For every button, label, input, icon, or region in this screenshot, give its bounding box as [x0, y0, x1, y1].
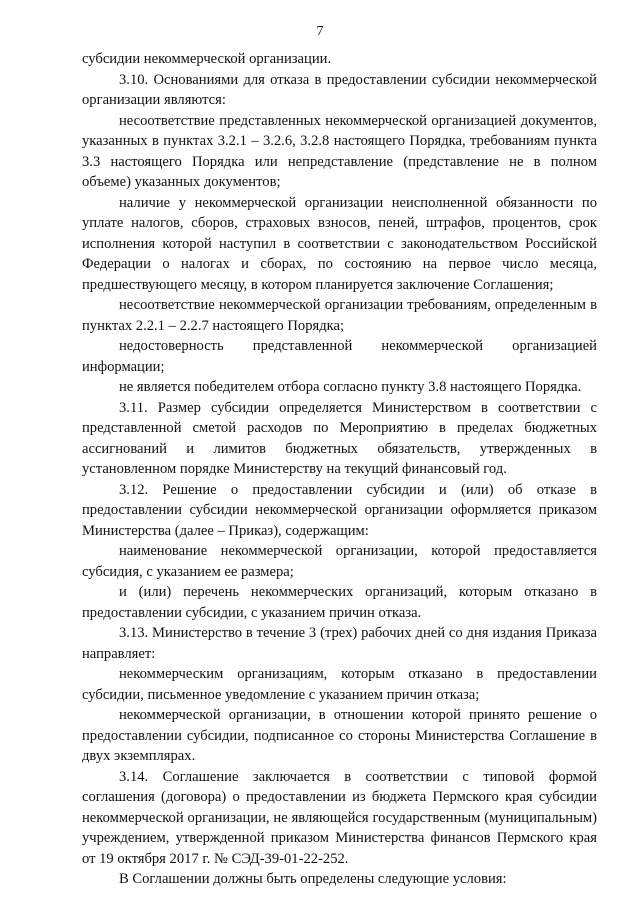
paragraph: 3.13. Министерство в течение 3 (трех) рабочих дней со дня издания Приказа направляет: — [82, 625, 597, 662]
paragraph: В Соглашении должны быть определены следующие условия: — [119, 871, 507, 887]
paragraph: 3.10. Основаниями для отказа в предоставлении субсидии некоммерческой организации являются: — [82, 71, 597, 108]
paragraph: некоммерческой организации, в отношении которой принято решение о предоставлении субсидии, подписанное со стороны Министерства Соглашение в двух экземплярах. — [82, 707, 597, 764]
document-body — [82, 49, 597, 890]
paragraph: наименование некоммерческой организации, которой предоставляется субсидия, с указанием ее размера; — [82, 543, 597, 580]
paragraph: и (или) перечень некоммерческих организаций, которым отказано в предоставлении субсидии, с указанием причин отказа. — [82, 584, 597, 621]
paragraph: не является победителем отбора согласно пункту 3.8 настоящего Порядка. — [119, 379, 582, 395]
paragraph: 3.11. Размер субсидии определяется Министерством в соответствии с представленной сметой расходов по Мероприятию в пределах бюджетных ассигнований и лимитов бюджетных обязательств, утвержденных в установленном порядке Министерству на текущий финансовый год. — [82, 399, 597, 477]
paragraph: 3.12. Решение о предоставлении субсидии и (или) об отказе в предоставлении субсидии некоммерческой организации оформляется приказом Министерства (далее – Приказ), содержащим: — [82, 481, 597, 539]
paragraph: наличие у некоммерческой организации неисполненной обязанности по уплате налогов, сборов, страховых взносов, пеней, штрафов, процентов, срок исполнения которой наступил в соответствии с законодательством Российской Федерации о налогах и сборах, по состоянию на первое число месяца, предшествующего месяцу, в котором планируется заключение Соглашения; — [82, 194, 597, 293]
paragraph: несоответствие представленных некоммерческой организацией документов, указанных в пунктах 3.2.1 – 3.2.6, 3.2.8 настоящего Порядка, требованиям пункта 3.3 настоящего Порядка или непредставление (представление не в полном объеме) указанных документов; — [82, 112, 597, 190]
paragraph: 3.14. Соглашение заключается в соответствии с типовой формой соглашения (договора) о предоставлении из бюджета Пермского края субсидии некоммерческой организации, не являющейся государственным (муниципальным) учреждением, утвержденной приказом Министерства финансов Пермского края от 19 октября 2017 г. № СЭД-39-01-22-252. — [82, 768, 597, 867]
paragraph: недостоверность представленной некоммерческой организацией информации; — [82, 338, 597, 375]
page-number: 7 — [316, 24, 324, 39]
paragraph: несоответствие некоммерческой организации требованиям, определенным в пунктах 2.2.1 – 2.2.7 настоящего Порядка; — [82, 297, 597, 334]
paragraph: субсидии некоммерческой организации. — [82, 51, 332, 67]
paragraph: некоммерческим организациям, которым отказано в предоставлении субсидии, письменное уведомление с указанием причин отказа; — [82, 666, 597, 703]
